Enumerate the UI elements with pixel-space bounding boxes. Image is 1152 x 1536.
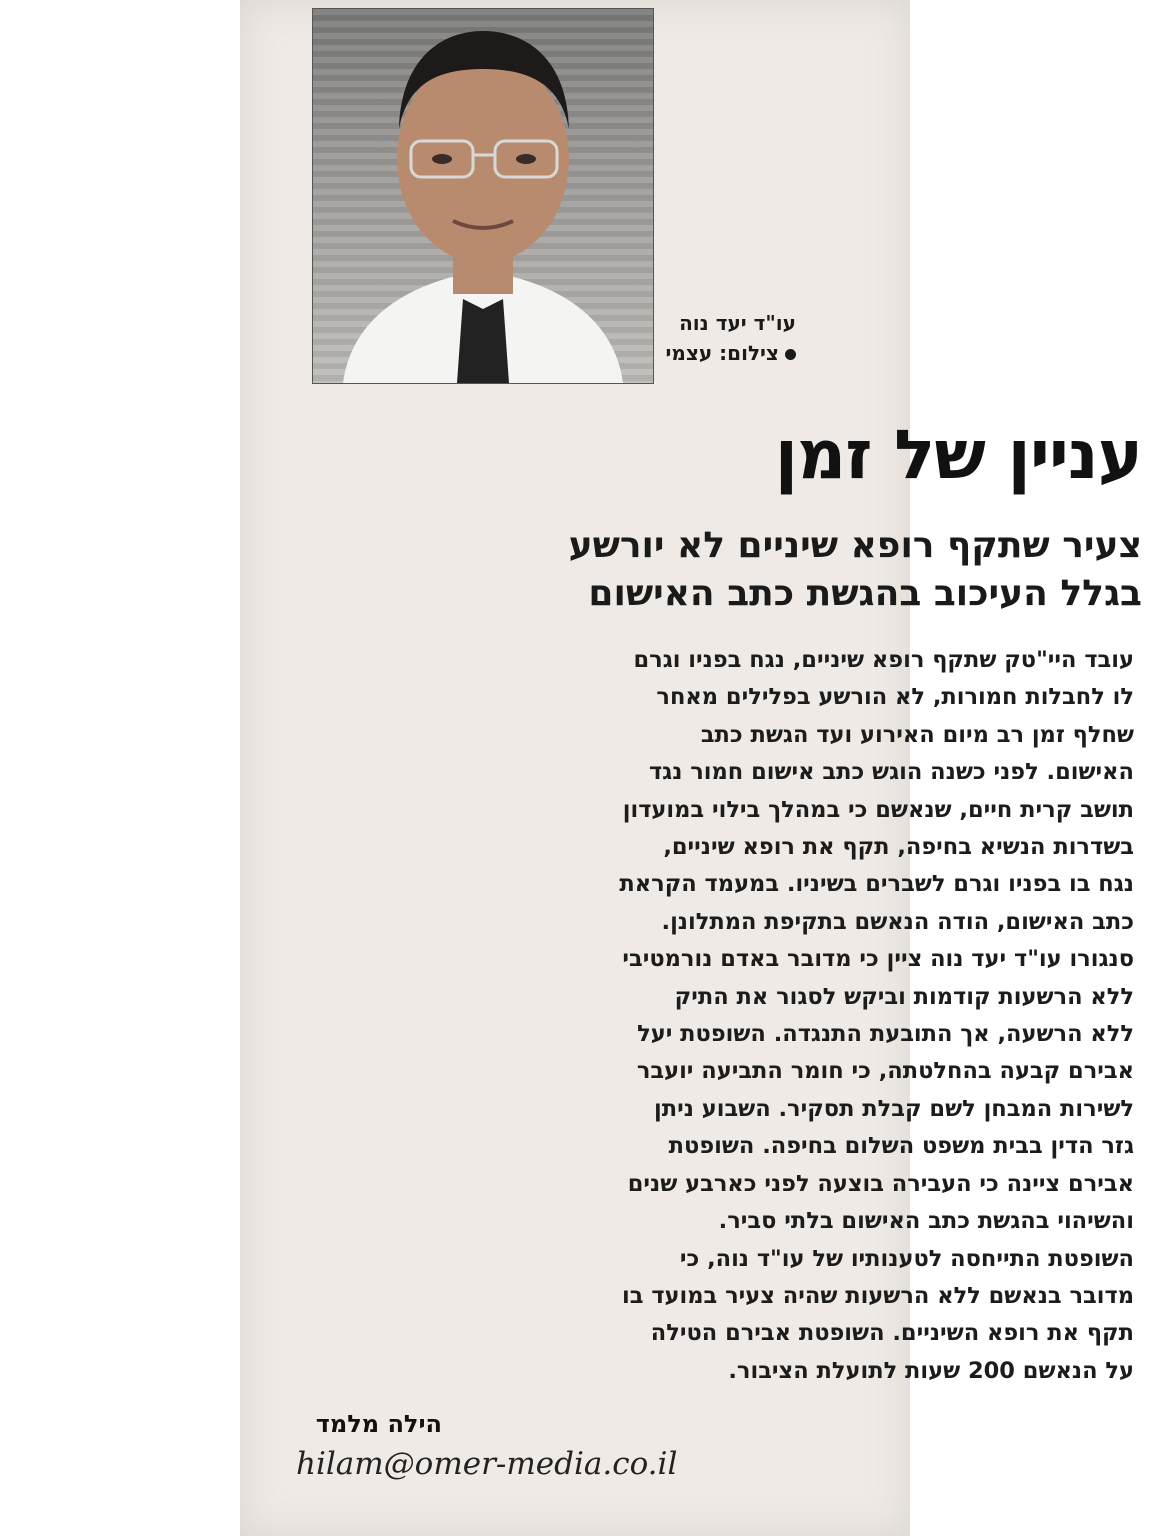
subhead-line: צעיר שתקף רופא שיניים לא יורשע [568, 525, 1142, 566]
body-line: מדובר בנאשם ללא הרשעות שהיה צעיר במועד בו [622, 1282, 1134, 1309]
article-body [514, 642, 1134, 1390]
caption-name: עו"ד יעד נוה [679, 311, 796, 335]
body-line: תושב קרית חיים, שנאשם כי במהלך בילוי במועדון [622, 796, 1134, 823]
body-line: תקף את רופא השיניים. השופטת אבירם הטילה [650, 1320, 1134, 1347]
body-line: סנגורו עו"ד יעד נוה ציין כי מדובר באדם נורמטיבי [622, 946, 1134, 973]
author-email: hilam@omer-media.co.il [296, 1446, 678, 1482]
caption-credit: צילום: עצמי [665, 341, 779, 365]
body-line: השופטת התייחסה לטענותיו של עו"ד נוה, כי [679, 1245, 1134, 1272]
body-line: על הנאשם 200 שעות לתועלת הציבור. [728, 1357, 1134, 1384]
body-line: אבירם ציינה כי העבירה בוצעה לפני כארבע שנים [627, 1170, 1134, 1197]
author-byline: הילה מלמד [315, 1410, 442, 1438]
body-line: עובד היי"טק שתקף רופא שיניים, נגח בפניו וגרם [633, 647, 1134, 673]
body-line: ללא הרשעה, אך התובעת התנגדה. השופטת יעל [637, 1021, 1134, 1048]
subhead-line: בגלל העיכוב בהגשת כתב האישום [588, 573, 1142, 614]
caption-credit-line [596, 338, 796, 368]
body-line: גזר הדין בבית משפט השלום בחיפה. השופטת [668, 1133, 1134, 1160]
body-line: בשדרות הנשיא בחיפה, תקף את רופא שיניים, [663, 834, 1134, 861]
body-line: האישום. לפני כשנה הוגש כתב אישום חמור נגד [648, 759, 1134, 786]
body-line: אבירם קבעה בהחלטתה, כי חומר התביעה יועבר [636, 1058, 1134, 1085]
body-line: והשיהוי בהגשת כתב האישום בלתי סביר. [718, 1208, 1134, 1235]
body-line: שחלף זמן רב מיום האירוע ועד הגשת כתב [700, 721, 1134, 748]
body-line: נגח בו בפניו וגרם לשברים בשיניו. במעמד הקראת [619, 871, 1134, 898]
subheadline [492, 522, 1142, 618]
body-line: לשירות המבחן לשם קבלת תסקיר. השבוע ניתן [653, 1095, 1134, 1122]
body-line: לו לחבלות חמורות, לא הורשע בפלילים מאחר [656, 684, 1134, 711]
body-line: ללא הרשעות קודמות וביקש לסגור את התיק [674, 983, 1134, 1010]
headline: עניין של זמן [774, 416, 1142, 495]
bullet-icon [785, 349, 796, 360]
body-line: כתב האישום, הודה הנאשם בתקיפת המתלונן. [661, 908, 1134, 935]
photo-caption [596, 308, 796, 368]
